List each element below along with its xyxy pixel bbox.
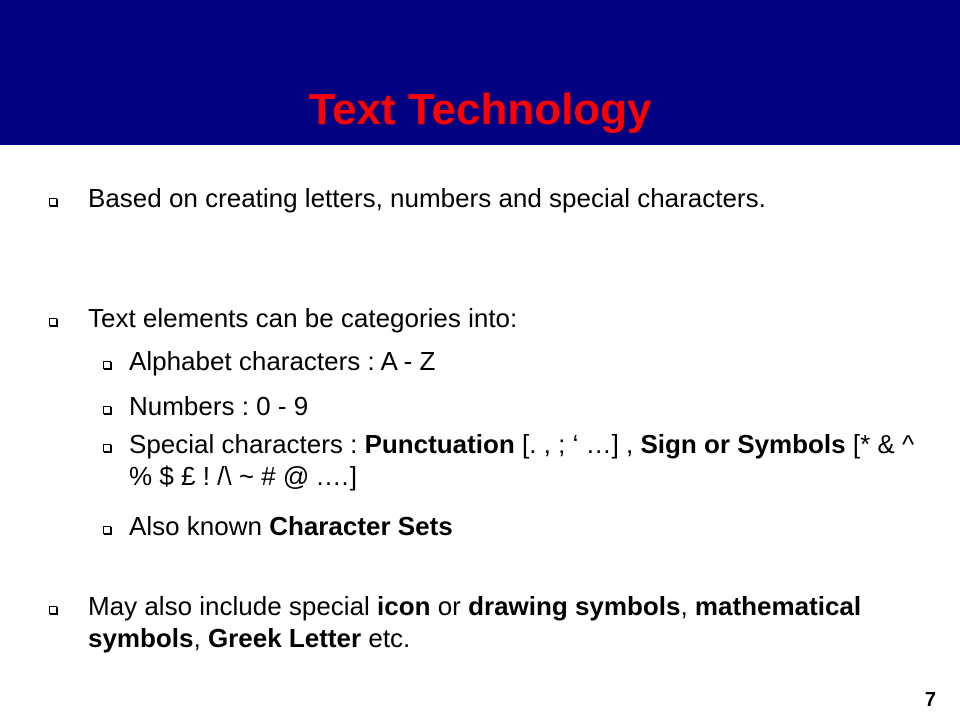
text-run: Special characters : — [129, 429, 365, 459]
square-bullet-icon — [103, 406, 111, 414]
text-run: , — [680, 591, 695, 621]
square-bullet-icon — [49, 198, 57, 206]
text-run: or — [430, 591, 469, 621]
page-number: 7 — [924, 689, 936, 711]
sub-bullet-special-characters — [129, 428, 919, 492]
text-run: [. , ; ‘ …] , — [514, 429, 641, 459]
square-bullet-icon — [49, 318, 57, 326]
bold-text-run: mathematical symbols — [88, 591, 862, 653]
square-bullet-icon — [103, 444, 111, 452]
text-run: , — [193, 623, 208, 653]
text-run: Also known — [129, 511, 270, 541]
square-bullet-icon — [103, 526, 111, 534]
bullet-item-categories — [88, 302, 928, 334]
bold-text-run: Character Sets — [269, 511, 453, 541]
bold-text-run: Sign or Symbols — [640, 429, 846, 459]
square-bullet-icon — [49, 606, 57, 614]
bullet-text: Alphabet characters : A - Z — [129, 346, 436, 376]
bullet-item-creating-characters — [88, 182, 928, 214]
bullet-item-special-icons — [88, 590, 928, 654]
slide-title: Text Technology — [308, 85, 652, 134]
text-run: May also include special — [88, 591, 378, 621]
bold-text-run: drawing symbols — [468, 591, 681, 621]
bullet-text: Text elements can be categories into: — [88, 303, 518, 333]
bullet-text: Based on creating letters, numbers and special characters. — [88, 183, 766, 213]
bold-text-run: Greek Letter — [207, 623, 362, 653]
sub-bullet-alphabet — [129, 345, 919, 377]
text-run: etc. — [361, 623, 411, 653]
sub-bullet-numbers — [129, 390, 919, 422]
bold-text-run: icon — [377, 591, 431, 621]
square-bullet-icon — [103, 361, 111, 369]
bullet-text: Numbers : 0 - 9 — [129, 391, 309, 421]
sub-bullet-character-sets — [129, 510, 919, 542]
text-run: [* & ^ % $ £ ! /\ ~ # @ .…] — [129, 429, 915, 491]
bold-text-run: Punctuation — [364, 429, 515, 459]
